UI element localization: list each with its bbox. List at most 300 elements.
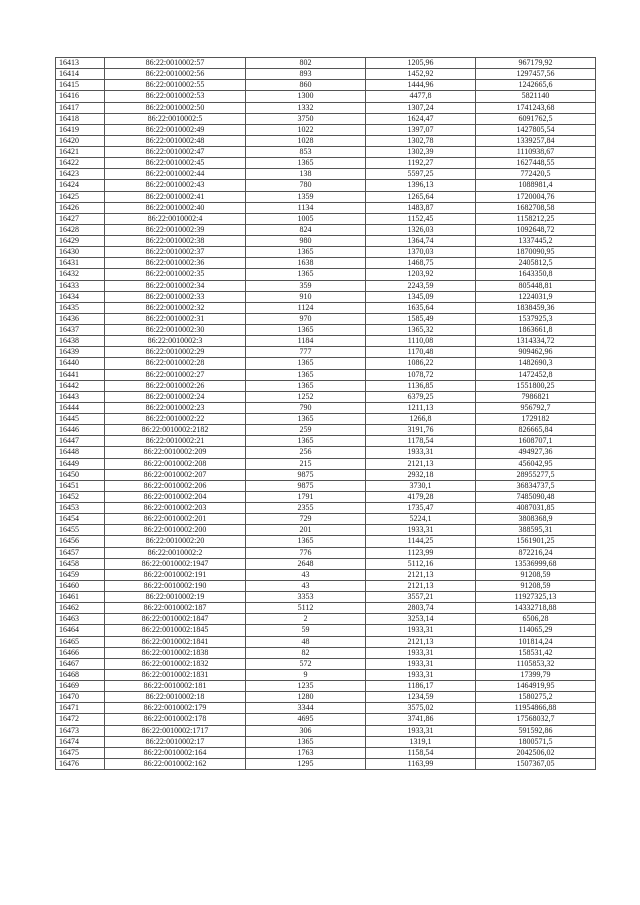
cadastral-number-cell: 86:22:0010002:208 [105,458,246,469]
table-row [56,147,596,158]
row-number-cell: 16474 [56,736,105,747]
specific-value-cell: 1933,31 [366,525,476,536]
row-number-cell: 16458 [56,558,105,569]
row-number-cell: 16455 [56,525,105,536]
area-cell: 853 [246,147,366,158]
cadastral-value-cell: 6091762,5 [476,113,596,124]
specific-value-cell: 1265,64 [366,191,476,202]
cadastral-value-cell: 2405812,5 [476,258,596,269]
table-row [56,725,596,736]
cadastral-value-cell: 1863661,8 [476,325,596,336]
table-row [56,714,596,725]
cadastral-number-cell: 86:22:0010002:1841 [105,636,246,647]
area-cell: 138 [246,169,366,180]
cadastral-number-cell: 86:22:0010002:1847 [105,614,246,625]
cadastral-value-cell: 1242665,6 [476,80,596,91]
cadastral-value-cell: 1580275,2 [476,692,596,703]
row-number-cell: 16464 [56,625,105,636]
table-row [56,58,596,69]
specific-value-cell: 1078,72 [366,369,476,380]
table-row [56,313,596,324]
area-cell: 306 [246,725,366,736]
cadastral-number-cell: 86:22:0010002:31 [105,313,246,324]
area-cell: 256 [246,447,366,458]
cadastral-value-table [55,57,596,770]
specific-value-cell: 1468,75 [366,258,476,269]
row-number-cell: 16424 [56,180,105,191]
specific-value-cell: 2121,13 [366,580,476,591]
cadastral-value-cell: 1105853,32 [476,658,596,669]
cadastral-number-cell: 86:22:0010002:19 [105,592,246,603]
cadastral-number-cell: 86:22:0010002:48 [105,135,246,146]
cadastral-number-cell: 86:22:0010002:47 [105,147,246,158]
area-cell: 1365 [246,436,366,447]
cadastral-number-cell: 86:22:0010002:1832 [105,658,246,669]
table-row [56,692,596,703]
table-row [56,258,596,269]
area-cell: 359 [246,280,366,291]
row-number-cell: 16441 [56,369,105,380]
cadastral-number-cell: 86:22:0010002:206 [105,480,246,491]
specific-value-cell: 1933,31 [366,447,476,458]
table-row [56,603,596,614]
cadastral-value-cell: 3808368,9 [476,514,596,525]
cadastral-number-cell: 86:22:0010002:181 [105,681,246,692]
cadastral-number-cell: 86:22:0010002:162 [105,758,246,769]
specific-value-cell: 1452,92 [366,69,476,80]
row-number-cell: 16420 [56,135,105,146]
row-number-cell: 16443 [56,391,105,402]
cadastral-value-cell: 7986821 [476,391,596,402]
row-number-cell: 16428 [56,224,105,235]
specific-value-cell: 1203,92 [366,269,476,280]
area-cell: 1028 [246,135,366,146]
table-row [56,180,596,191]
area-cell: 3750 [246,113,366,124]
row-number-cell: 16438 [56,336,105,347]
table-row [56,124,596,135]
area-cell: 1365 [246,325,366,336]
cadastral-value-cell: 805448,81 [476,280,596,291]
cadastral-number-cell: 86:22:0010002:36 [105,258,246,269]
specific-value-cell: 1933,31 [366,658,476,669]
cadastral-value-cell: 14332718,88 [476,603,596,614]
specific-value-cell: 1397,07 [366,124,476,135]
cadastral-number-cell: 86:22:0010002:44 [105,169,246,180]
table-row [56,647,596,658]
area-cell: 9 [246,669,366,680]
table-row [56,102,596,113]
cadastral-value-cell: 2042506,02 [476,747,596,758]
table-row [56,347,596,358]
cadastral-number-cell: 86:22:0010002:20 [105,536,246,547]
area-cell: 43 [246,580,366,591]
area-cell: 1365 [246,358,366,369]
cadastral-number-cell: 86:22:0010002:164 [105,747,246,758]
cadastral-number-cell: 86:22:0010002:191 [105,569,246,580]
row-number-cell: 16468 [56,669,105,680]
specific-value-cell: 1933,31 [366,725,476,736]
table-row [56,669,596,680]
specific-value-cell: 1326,03 [366,224,476,235]
table-row [56,458,596,469]
cadastral-number-cell: 86:22:0010002:2 [105,547,246,558]
table-row [56,558,596,569]
row-number-cell: 16451 [56,480,105,491]
cadastral-value-cell: 967179,92 [476,58,596,69]
area-cell: 1300 [246,91,366,102]
cadastral-value-cell: 11927325,13 [476,592,596,603]
cadastral-value-cell: 13536999,68 [476,558,596,569]
area-cell: 4695 [246,714,366,725]
row-number-cell: 16423 [56,169,105,180]
cadastral-value-cell: 1838459,36 [476,302,596,313]
area-cell: 729 [246,514,366,525]
specific-value-cell: 3191,76 [366,425,476,436]
cadastral-number-cell: 86:22:0010002:1845 [105,625,246,636]
area-cell: 2 [246,614,366,625]
cadastral-value-cell: 1729182 [476,414,596,425]
cadastral-number-cell: 86:22:0010002:22 [105,414,246,425]
cadastral-value-cell: 1741243,68 [476,102,596,113]
cadastral-number-cell: 86:22:0010002:24 [105,391,246,402]
specific-value-cell: 5597,25 [366,169,476,180]
area-cell: 802 [246,58,366,69]
cadastral-number-cell: 86:22:0010002:27 [105,369,246,380]
table-row [56,681,596,692]
specific-value-cell: 1345,09 [366,291,476,302]
specific-value-cell: 3575,02 [366,703,476,714]
table-row [56,169,596,180]
row-number-cell: 16461 [56,592,105,603]
row-number-cell: 16426 [56,202,105,213]
area-cell: 215 [246,458,366,469]
area-cell: 1235 [246,681,366,692]
table-row [56,636,596,647]
cadastral-number-cell: 86:22:0010002:1838 [105,647,246,658]
area-cell: 1022 [246,124,366,135]
table-row [56,358,596,369]
table-row [56,536,596,547]
row-number-cell: 16448 [56,447,105,458]
specific-value-cell: 1163,99 [366,758,476,769]
cadastral-value-cell: 6506,28 [476,614,596,625]
row-number-cell: 16450 [56,469,105,480]
area-cell: 572 [246,658,366,669]
cadastral-value-cell: 1800571,5 [476,736,596,747]
area-cell: 1359 [246,191,366,202]
area-cell: 9875 [246,469,366,480]
cadastral-value-cell: 956792,7 [476,402,596,413]
cadastral-number-cell: 86:22:0010002:53 [105,91,246,102]
cadastral-number-cell: 86:22:0010002:5 [105,113,246,124]
cadastral-number-cell: 86:22:0010002:41 [105,191,246,202]
table-row [56,336,596,347]
area-cell: 893 [246,69,366,80]
table-row [56,325,596,336]
table-row [56,514,596,525]
row-number-cell: 16439 [56,347,105,358]
cadastral-value-cell: 1537925,3 [476,313,596,324]
specific-value-cell: 1365,32 [366,325,476,336]
area-cell: 3353 [246,592,366,603]
cadastral-number-cell: 86:22:0010002:209 [105,447,246,458]
specific-value-cell: 3741,86 [366,714,476,725]
specific-value-cell: 5112,16 [366,558,476,569]
row-number-cell: 16469 [56,681,105,692]
cadastral-value-cell: 114065,29 [476,625,596,636]
table-row [56,747,596,758]
cadastral-value-cell: 591592,86 [476,725,596,736]
cadastral-number-cell: 86:22:0010002:187 [105,603,246,614]
table-row [56,369,596,380]
specific-value-cell: 1302,78 [366,135,476,146]
cadastral-value-cell: 772420,5 [476,169,596,180]
area-cell: 1365 [246,414,366,425]
table-row [56,291,596,302]
cadastral-value-cell: 91208,59 [476,569,596,580]
cadastral-value-cell: 1092648,72 [476,224,596,235]
table-row [56,80,596,91]
cadastral-value-cell: 1088981,4 [476,180,596,191]
specific-value-cell: 1266,8 [366,414,476,425]
row-number-cell: 16462 [56,603,105,614]
area-cell: 43 [246,569,366,580]
cadastral-number-cell: 86:22:0010002:39 [105,224,246,235]
area-cell: 1134 [246,202,366,213]
table-body [56,58,596,770]
cadastral-value-cell: 1551800,25 [476,380,596,391]
specific-value-cell: 1319,1 [366,736,476,747]
table-row [56,658,596,669]
specific-value-cell: 1624,47 [366,113,476,124]
area-cell: 201 [246,525,366,536]
area-cell: 860 [246,80,366,91]
row-number-cell: 16414 [56,69,105,80]
cadastral-number-cell: 86:22:0010002:33 [105,291,246,302]
cadastral-number-cell: 86:22:0010002:4 [105,213,246,224]
row-number-cell: 16422 [56,158,105,169]
specific-value-cell: 2121,13 [366,569,476,580]
cadastral-value-cell: 1608707,1 [476,436,596,447]
cadastral-value-cell: 101814,24 [476,636,596,647]
row-number-cell: 16416 [56,91,105,102]
specific-value-cell: 1205,96 [366,58,476,69]
table-row [56,547,596,558]
area-cell: 1365 [246,369,366,380]
row-number-cell: 16415 [56,80,105,91]
cadastral-number-cell: 86:22:0010002:29 [105,347,246,358]
cadastral-number-cell: 86:22:0010002:55 [105,80,246,91]
cadastral-number-cell: 86:22:0010002:207 [105,469,246,480]
table-row [56,592,596,603]
area-cell: 2355 [246,503,366,514]
row-number-cell: 16442 [56,380,105,391]
specific-value-cell: 1933,31 [366,669,476,680]
row-number-cell: 16425 [56,191,105,202]
cadastral-value-cell: 1158212,25 [476,213,596,224]
cadastral-number-cell: 86:22:0010002:40 [105,202,246,213]
cadastral-value-cell: 1507367,05 [476,758,596,769]
cadastral-number-cell: 86:22:0010002:35 [105,269,246,280]
cadastral-number-cell: 86:22:0010002:43 [105,180,246,191]
cadastral-value-cell: 872216,24 [476,547,596,558]
row-number-cell: 16431 [56,258,105,269]
cadastral-number-cell: 86:22:0010002:1947 [105,558,246,569]
cadastral-value-cell: 28955277,5 [476,469,596,480]
row-number-cell: 16435 [56,302,105,313]
row-number-cell: 16413 [56,58,105,69]
table-row [56,758,596,769]
row-number-cell: 16470 [56,692,105,703]
table-row [56,302,596,313]
cadastral-value-cell: 17399,79 [476,669,596,680]
cadastral-number-cell: 86:22:0010002:34 [105,280,246,291]
specific-value-cell: 1307,24 [366,102,476,113]
cadastral-number-cell: 86:22:0010002:28 [105,358,246,369]
table-row [56,280,596,291]
area-cell: 1365 [246,247,366,258]
table-row [56,91,596,102]
cadastral-number-cell: 86:22:0010002:204 [105,491,246,502]
area-cell: 1280 [246,692,366,703]
cadastral-number-cell: 86:22:0010002:57 [105,58,246,69]
cadastral-value-cell: 7485090,48 [476,491,596,502]
specific-value-cell: 2243,59 [366,280,476,291]
cadastral-value-cell: 91208,59 [476,580,596,591]
table-row [56,525,596,536]
specific-value-cell: 3730,1 [366,480,476,491]
specific-value-cell: 6379,25 [366,391,476,402]
table-row [56,191,596,202]
table-row [56,736,596,747]
cadastral-number-cell: 86:22:0010002:30 [105,325,246,336]
area-cell: 1332 [246,102,366,113]
cadastral-value-cell: 1682708,58 [476,202,596,213]
cadastral-value-cell: 1427805,54 [476,124,596,135]
row-number-cell: 16453 [56,503,105,514]
cadastral-number-cell: 86:22:0010002:1717 [105,725,246,736]
specific-value-cell: 1178,54 [366,436,476,447]
row-number-cell: 16456 [56,536,105,547]
table-row [56,580,596,591]
table-row [56,69,596,80]
row-number-cell: 16476 [56,758,105,769]
row-number-cell: 16430 [56,247,105,258]
cadastral-number-cell: 86:22:0010002:17 [105,736,246,747]
cadastral-value-cell: 1464919,95 [476,681,596,692]
specific-value-cell: 2932,18 [366,469,476,480]
specific-value-cell: 1396,13 [366,180,476,191]
row-number-cell: 16417 [56,102,105,113]
specific-value-cell: 1211,13 [366,402,476,413]
area-cell: 59 [246,625,366,636]
cadastral-number-cell: 86:22:0010002:190 [105,580,246,591]
table-row [56,391,596,402]
cadastral-number-cell: 86:22:0010002:178 [105,714,246,725]
area-cell: 1365 [246,380,366,391]
table-row [56,569,596,580]
cadastral-number-cell: 86:22:0010002:45 [105,158,246,169]
table-row [56,447,596,458]
cadastral-number-cell: 86:22:0010002:179 [105,703,246,714]
row-number-cell: 16475 [56,747,105,758]
cadastral-value-cell: 1339257,84 [476,135,596,146]
cadastral-value-cell: 158531,42 [476,647,596,658]
cadastral-value-cell: 11954866,88 [476,703,596,714]
row-number-cell: 16449 [56,458,105,469]
specific-value-cell: 1444,96 [366,80,476,91]
area-cell: 824 [246,224,366,235]
area-cell: 1184 [246,336,366,347]
specific-value-cell: 3253,14 [366,614,476,625]
table-row [56,425,596,436]
specific-value-cell: 2121,13 [366,636,476,647]
area-cell: 2648 [246,558,366,569]
table-row [56,224,596,235]
table-row [56,703,596,714]
row-number-cell: 16432 [56,269,105,280]
specific-value-cell: 2803,74 [366,603,476,614]
cadastral-value-cell: 494927,36 [476,447,596,458]
cadastral-value-cell: 1720004,76 [476,191,596,202]
cadastral-value-cell: 1110938,67 [476,147,596,158]
area-cell: 9875 [246,480,366,491]
row-number-cell: 16437 [56,325,105,336]
row-number-cell: 16452 [56,491,105,502]
specific-value-cell: 1110,08 [366,336,476,347]
area-cell: 970 [246,313,366,324]
cadastral-value-cell: 456042,95 [476,458,596,469]
table-row [56,113,596,124]
specific-value-cell: 1635,64 [366,302,476,313]
row-number-cell: 16421 [56,147,105,158]
specific-value-cell: 1144,25 [366,536,476,547]
specific-value-cell: 1234,59 [366,692,476,703]
row-number-cell: 16467 [56,658,105,669]
table-row [56,380,596,391]
cadastral-value-cell: 36834737,5 [476,480,596,491]
specific-value-cell: 3557,21 [366,592,476,603]
area-cell: 1365 [246,269,366,280]
table-row [56,269,596,280]
row-number-cell: 16429 [56,236,105,247]
area-cell: 1763 [246,747,366,758]
row-number-cell: 16460 [56,580,105,591]
area-cell: 1791 [246,491,366,502]
table-row [56,625,596,636]
cadastral-value-cell: 1337445,2 [476,236,596,247]
cadastral-value-cell: 4087031,85 [476,503,596,514]
specific-value-cell: 1585,49 [366,313,476,324]
cadastral-value-cell: 1314334,72 [476,336,596,347]
area-cell: 776 [246,547,366,558]
table-row [56,469,596,480]
specific-value-cell: 1086,22 [366,358,476,369]
row-number-cell: 16419 [56,124,105,135]
row-number-cell: 16440 [56,358,105,369]
row-number-cell: 16447 [56,436,105,447]
specific-value-cell: 1136,85 [366,380,476,391]
area-cell: 1638 [246,258,366,269]
specific-value-cell: 4477,8 [366,91,476,102]
table-row [56,158,596,169]
cadastral-number-cell: 86:22:0010002:201 [105,514,246,525]
area-cell: 48 [246,636,366,647]
cadastral-number-cell: 86:22:0010002:200 [105,525,246,536]
area-cell: 1365 [246,158,366,169]
cadastral-number-cell: 86:22:0010002:2182 [105,425,246,436]
